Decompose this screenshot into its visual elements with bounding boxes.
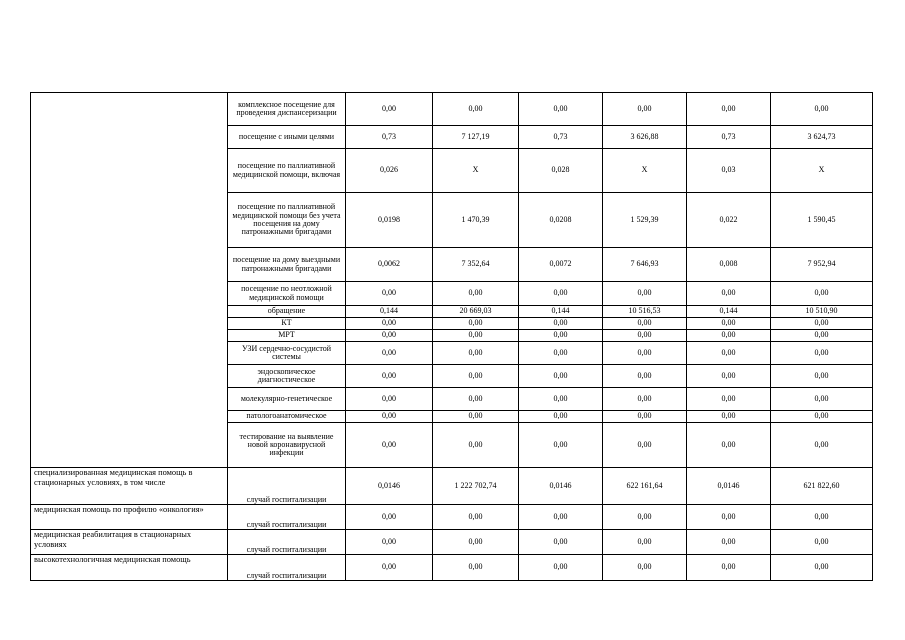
row-unit-cell: посещение по неотложной медицинской помощи (228, 282, 346, 306)
row-unit-cell: посещение по паллиативной медицинской помощи, включая (228, 149, 346, 193)
row-unit-cell: случай госпитализации (228, 468, 346, 505)
value-cell: 0,00 (433, 411, 519, 423)
value-cell: 0,00 (603, 318, 687, 330)
value-cell: 0,00 (687, 318, 771, 330)
row-unit-cell: посещение по паллиативной медицинской помощи без учета посещения на дому патронажными бригадами (228, 193, 346, 248)
value-cell: 0,00 (687, 555, 771, 581)
value-cell: 0,00 (346, 388, 433, 411)
value-cell: X (771, 149, 873, 193)
value-cell: 0,00 (687, 330, 771, 342)
row-unit-cell: эндоскопическое диагностическое (228, 365, 346, 388)
value-cell: 0,0072 (519, 248, 603, 282)
value-cell: 10 510,90 (771, 306, 873, 318)
value-cell: 0,00 (346, 330, 433, 342)
value-cell: X (433, 149, 519, 193)
value-cell: 0,00 (687, 365, 771, 388)
value-cell: 0,00 (519, 423, 603, 468)
row-unit-cell: молекулярно-генетическое (228, 388, 346, 411)
value-cell: 0,00 (771, 318, 873, 330)
value-cell: 0,00 (687, 342, 771, 365)
value-cell: 0,00 (687, 505, 771, 530)
value-cell: 0,00 (603, 530, 687, 555)
row-category-cell: медицинская помощь по профилю «онкология» (31, 505, 228, 530)
value-cell: 622 161,64 (603, 468, 687, 505)
value-cell: 0,00 (519, 282, 603, 306)
table-row (31, 93, 873, 126)
value-cell: 0,008 (687, 248, 771, 282)
value-cell: 10 516,53 (603, 306, 687, 318)
value-cell: 0,00 (687, 530, 771, 555)
value-cell: 0,00 (603, 330, 687, 342)
value-cell: 0,00 (771, 388, 873, 411)
value-cell: 1 222 702,74 (433, 468, 519, 505)
value-cell: 0,00 (771, 365, 873, 388)
value-cell: 0,00 (771, 555, 873, 581)
value-cell: 0,00 (433, 330, 519, 342)
value-cell: 1 470,39 (433, 193, 519, 248)
value-cell: 0,0146 (346, 468, 433, 505)
value-cell: 1 529,39 (603, 193, 687, 248)
row-unit-cell: МРТ (228, 330, 346, 342)
value-cell: 0,00 (433, 505, 519, 530)
row-unit-cell: обращение (228, 306, 346, 318)
value-cell: 0,00 (771, 505, 873, 530)
value-cell: 3 626,88 (603, 126, 687, 149)
value-cell: 1 590,45 (771, 193, 873, 248)
value-cell: 0,00 (519, 530, 603, 555)
value-cell: 0,00 (771, 282, 873, 306)
value-cell: 0,00 (433, 530, 519, 555)
value-cell: 0,03 (687, 149, 771, 193)
row-category-cell: медицинская реабилитация в стационарных условиях (31, 530, 228, 555)
value-cell: 0,00 (346, 555, 433, 581)
value-cell: 0,00 (346, 423, 433, 468)
value-cell: 0,00 (433, 342, 519, 365)
value-cell: 0,00 (687, 411, 771, 423)
value-cell: X (603, 149, 687, 193)
value-cell: 0,144 (687, 306, 771, 318)
value-cell: 0,0198 (346, 193, 433, 248)
value-cell: 0,00 (771, 411, 873, 423)
value-cell: 0,00 (346, 530, 433, 555)
value-cell: 0,73 (687, 126, 771, 149)
value-cell: 0,00 (603, 505, 687, 530)
value-cell: 0,026 (346, 149, 433, 193)
value-cell: 0,00 (433, 365, 519, 388)
value-cell: 0,022 (687, 193, 771, 248)
value-cell: 0,00 (603, 411, 687, 423)
row-category-cell: высокотехнологичная медицинская помощь (31, 555, 228, 581)
value-cell: 0,00 (346, 411, 433, 423)
value-cell: 0,00 (346, 365, 433, 388)
value-cell: 0,00 (346, 282, 433, 306)
row-unit-cell: посещение с иными целями (228, 126, 346, 149)
value-cell: 0,00 (519, 555, 603, 581)
value-cell: 0,00 (687, 93, 771, 126)
value-cell: 0,00 (771, 342, 873, 365)
row-unit-cell: патологоанатомическое (228, 411, 346, 423)
table-row (31, 555, 873, 581)
value-cell: 0,00 (519, 330, 603, 342)
value-cell: 7 127,19 (433, 126, 519, 149)
value-cell: 0,00 (687, 282, 771, 306)
row-category-cell (31, 93, 228, 468)
row-unit-cell: посещение на дому выездными патронажными бригадами (228, 248, 346, 282)
value-cell: 0,00 (346, 342, 433, 365)
value-cell: 0,00 (771, 93, 873, 126)
value-cell: 20 669,03 (433, 306, 519, 318)
value-cell: 0,00 (771, 530, 873, 555)
value-cell: 0,144 (519, 306, 603, 318)
value-cell: 0,00 (519, 342, 603, 365)
row-unit-cell: УЗИ сердечно-сосудистой системы (228, 342, 346, 365)
value-cell: 0,028 (519, 149, 603, 193)
value-cell: 0,00 (433, 318, 519, 330)
value-cell: 0,0062 (346, 248, 433, 282)
data-table (30, 92, 873, 581)
row-unit-cell: случай госпитализации (228, 530, 346, 555)
value-cell: 0,00 (603, 282, 687, 306)
value-cell: 0,0146 (519, 468, 603, 505)
value-cell: 0,00 (346, 318, 433, 330)
value-cell: 0,73 (346, 126, 433, 149)
value-cell: 0,00 (603, 93, 687, 126)
value-cell: 0,00 (603, 555, 687, 581)
row-unit-cell: КТ (228, 318, 346, 330)
value-cell: 0,00 (346, 93, 433, 126)
row-unit-cell: комплексное посещение для проведения диспансеризации (228, 93, 346, 126)
row-unit-cell: тестирование на выявление новой коронавирусной инфекции (228, 423, 346, 468)
value-cell: 0,00 (771, 423, 873, 468)
value-cell: 0,0208 (519, 193, 603, 248)
value-cell: 0,00 (519, 505, 603, 530)
value-cell: 0,00 (603, 388, 687, 411)
table-body (31, 93, 873, 581)
value-cell: 0,00 (771, 330, 873, 342)
table-row (31, 505, 873, 530)
value-cell: 7 646,93 (603, 248, 687, 282)
table-row (31, 530, 873, 555)
value-cell: 0,00 (687, 423, 771, 468)
value-cell: 7 352,64 (433, 248, 519, 282)
value-cell: 0,144 (346, 306, 433, 318)
value-cell: 0,0146 (687, 468, 771, 505)
value-cell: 0,00 (519, 365, 603, 388)
value-cell: 0,00 (603, 423, 687, 468)
value-cell: 0,00 (603, 342, 687, 365)
value-cell: 0,00 (519, 318, 603, 330)
value-cell: 0,00 (433, 282, 519, 306)
value-cell: 0,00 (687, 388, 771, 411)
value-cell: 0,00 (433, 555, 519, 581)
value-cell: 0,73 (519, 126, 603, 149)
value-cell: 0,00 (603, 365, 687, 388)
value-cell: 0,00 (433, 93, 519, 126)
value-cell: 0,00 (519, 411, 603, 423)
row-unit-cell: случай госпитализации (228, 505, 346, 530)
table-row (31, 468, 873, 505)
row-unit-cell: случай госпитализации (228, 555, 346, 581)
value-cell: 3 624,73 (771, 126, 873, 149)
value-cell: 621 822,60 (771, 468, 873, 505)
value-cell: 0,00 (346, 505, 433, 530)
value-cell: 7 952,94 (771, 248, 873, 282)
value-cell: 0,00 (519, 93, 603, 126)
value-cell: 0,00 (519, 388, 603, 411)
value-cell: 0,00 (433, 423, 519, 468)
row-category-cell: специализированная медицинская помощь в стационарных условиях, в том числе (31, 468, 228, 505)
value-cell: 0,00 (433, 388, 519, 411)
